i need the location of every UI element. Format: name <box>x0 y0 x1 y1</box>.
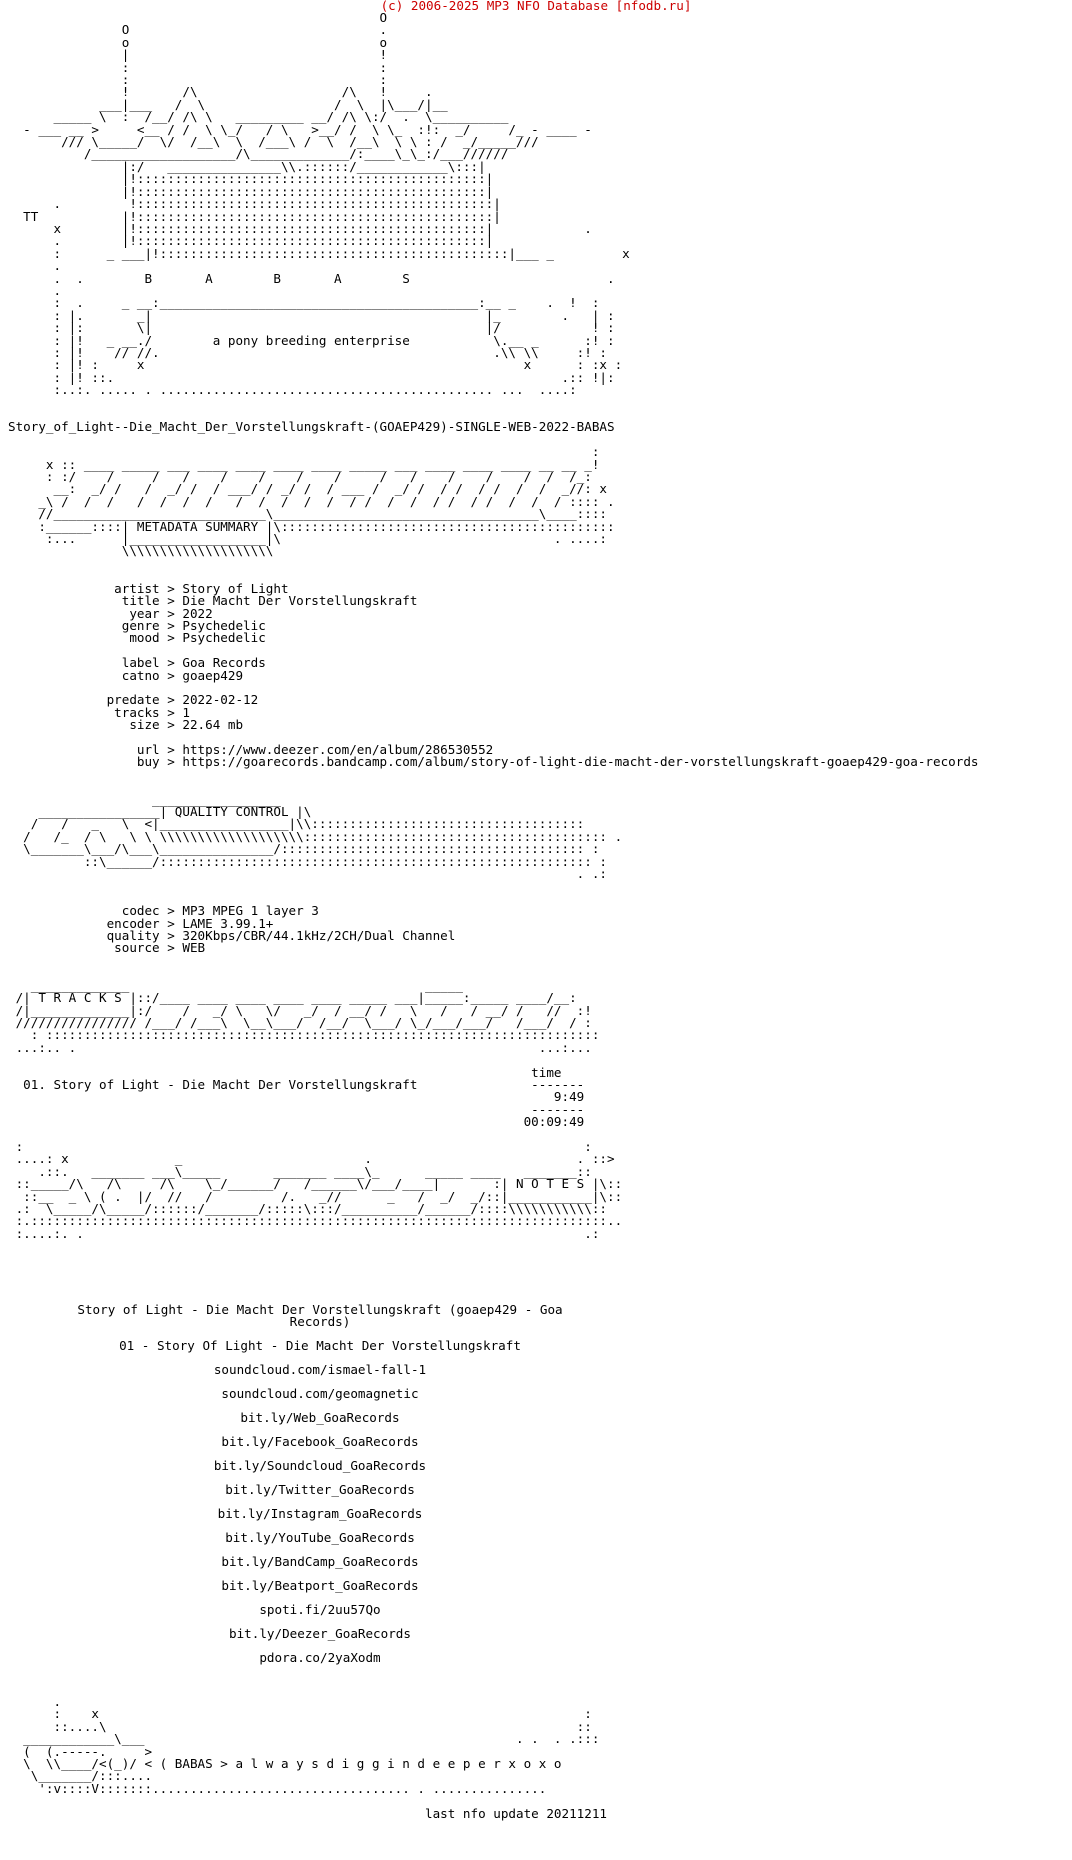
link-spotify: spoti.fi/2uu57Qo <box>259 1602 381 1617</box>
notes-links <box>0 1364 640 1664</box>
link-web: bit.ly/Web_GoaRecords <box>240 1410 400 1425</box>
nfo-art-body: O O . o o | ! : : : : ! /\ /\ ! . ___|___ / \ / \ |\___/|__ _____ \ : /__/ /\ \ _________ __/ /\ \:/ . \__________ - ___ __ > <__ / / \ \_/ / \ >__/ / \ \_ :!: _/ /_ - ____ - /// \_____/ \/ /__\ \ /___\ / \ /__\ \ \ : / _/_____/// /___________________/\_____________/:____\_\_:/___////// |:/ _______________\\.::::::/____________\:::| |!::::::::::::::::::::::::::::::::::::::::::::::| |!::::::::::::::::::::::::::::::::::::::::::::::| . !:::::::::::::::::::::::::::::::::::::::::::::::| TT |!:::::::::::::::::::::::::::::::::::::::::::::::| x |!::::::::::::::::::::::::::::::::::::::::::::::| . . |!::::::::::::::::::::::::::::::::::::::::::::::| : _ ___|!::::::::::::::::::::::::::::::::::::::::::::::|___ _ x . . . B A B A S . . : . _ __:__________________________________________:__ _ . ! : : |. _| |_ . | : : |: \| |/ ! : : |! _ __./ a pony breeding enterprise \.__ _ :! : : |! // //. .\\ \\ :! : : |! : x x : :x : : |! ::. .:: !|: :..:. ..... . ............................................ ... ....: Story_of_Light--Die_Macht_Der_Vorstellungskraft-(GOAEP429)-SINGLE-WEB-2022-BABAS : x :: ____ _____ ___ ____ ____ ____ ____ _____ ___ ____ ____ ____ __ __ _! : :/ / / / / / / / / / / / / / /_: __: _/ / / _/ / / ___/ / _/ / / ___ / _/ / / / / / / / _//: x _\ / / / / / / / / / / / / / / / / / / / / / / / :::: . //____________________________\___________________________________\____:::: :______::::| METADATA SUMMARY |\:::::::::::::::::::::::::::::::::::::::::::: :... |__________________|\ . ....: \\\\\\\\\\\\\\\\\\\\ artist > Story of Light title > Die Macht Der Vorstellungskraft year > 2022 genre > Psychedelic mood > Psychedelic label > Goa Records catno > goaep429 predate > 2022-02-12 tracks > 1 size > 22.64 mb url > https://www.deezer.com/en/album/286530552 buy > https://goarecords.bandcamp.com/album/story-of-light-die-macht-der-vorstellungskraft-goaep429-goa-records _________________ ________________| QUALITY CONTROL |\ / / _ \ <|_________________|\\:::::::::::::::::::::::::::::::::::: / /_ / \ \ \ \\\\\\\\\\\\\\\\\\\:::::::::::::::::::::::::::::::::::::::: . \_______\___/\___\_______________/:::::::::::::::::::::::::::::::::::::::: : ::\______/::::::::::::::::::::::::::::::::::::::::::::::::::::::::: : . .: codec > MP3 MPEG 1 layer 3 encoder > LAME 3.99.1+ quality > 320Kbps/CBR/44.1kHz/2CH/Dual Channel source > WEB _____________ _____ /| T R A C K S |::/____ ____ ____ ____ ____ _____ ___|_____:_____ ____/__: /|_____________|:/ / _/ \ \/ _/ / __/ / \ / / __/ / // :! //////////////// /___/ /___\ \__\___/ /__/ \___/ \_/___/___/ /___/ / : : ::::::::::::::::::::::::::::::::::::::::::::::::::::::::::::::::::::::::: ...:.. . ...:... time 01. Story of Light - Die Macht Der Vorstellungskraft ------- 9:49 ------- 00:09:49 : : ....: x _ . . ::> .::. _______ ___\_____ _______ ____\_ _____ ____ _______:: ::_____/\ /\ /\ \_/______/ /______\/___/____| :| N O T E S |\:: ::__ _ \ ( . |/ // / /. _// _ / _/ _/::|___________|\:: .: \_____/\_____/::::::/_______/:::::\:::/__________/______/::::\\\\\\\\\\\:: :.::::::::::::::::::::::::::::::::::::::::::::::::::::::::::::::::::::::::::::.. :....:. . .: <box>8 10 979 1241</box>
notes-track: 01 - Story Of Light - Die Macht Der Vorstellungskraft <box>119 1338 521 1353</box>
copyright-line: (c) 2006-2025 MP3 NFO Database [nfodb.ru] <box>380 0 692 13</box>
link-deezer: bit.ly/Deezer_GoaRecords <box>229 1626 411 1641</box>
link-soundcloud-ismael: soundcloud.com/ismael-fall-1 <box>213 1362 427 1377</box>
link-youtube: bit.ly/YouTube_GoaRecords <box>225 1530 415 1545</box>
link-soundcloud-geomagnetic: soundcloud.com/geomagnetic <box>221 1386 419 1401</box>
link-bandcamp: bit.ly/BandCamp_GoaRecords <box>221 1554 419 1569</box>
footer-art: . : x : ::....\ :: ____________\___ . . . .::: ( (.-----. > \ \\____/<(_)/ < ( BABAS > a l w a y s d i g g i n d e e p e r x o x o \_______/:::.... ':v::::V:::::::.................................. . ............... last nfo update 20211211 <box>23 1694 607 1821</box>
link-facebook: bit.ly/Facebook_GoaRecords <box>221 1434 419 1449</box>
link-twitter: bit.ly/Twitter_GoaRecords <box>225 1482 415 1497</box>
notes-body <box>0 1304 640 1664</box>
notes-title-line-2: Records) <box>289 1314 351 1329</box>
link-pandora: pdora.co/2yaXodm <box>259 1650 381 1665</box>
notes-title <box>0 1304 640 1328</box>
link-soundcloud: bit.ly/Soundcloud_GoaRecords <box>213 1458 427 1473</box>
link-beatport: bit.ly/Beatport_GoaRecords <box>221 1578 419 1593</box>
link-instagram: bit.ly/Instagram_GoaRecords <box>217 1506 423 1521</box>
notes-title-line-1: Story of Light - Die Macht Der Vorstellungskraft (goaep429 - Goa <box>77 1302 563 1317</box>
